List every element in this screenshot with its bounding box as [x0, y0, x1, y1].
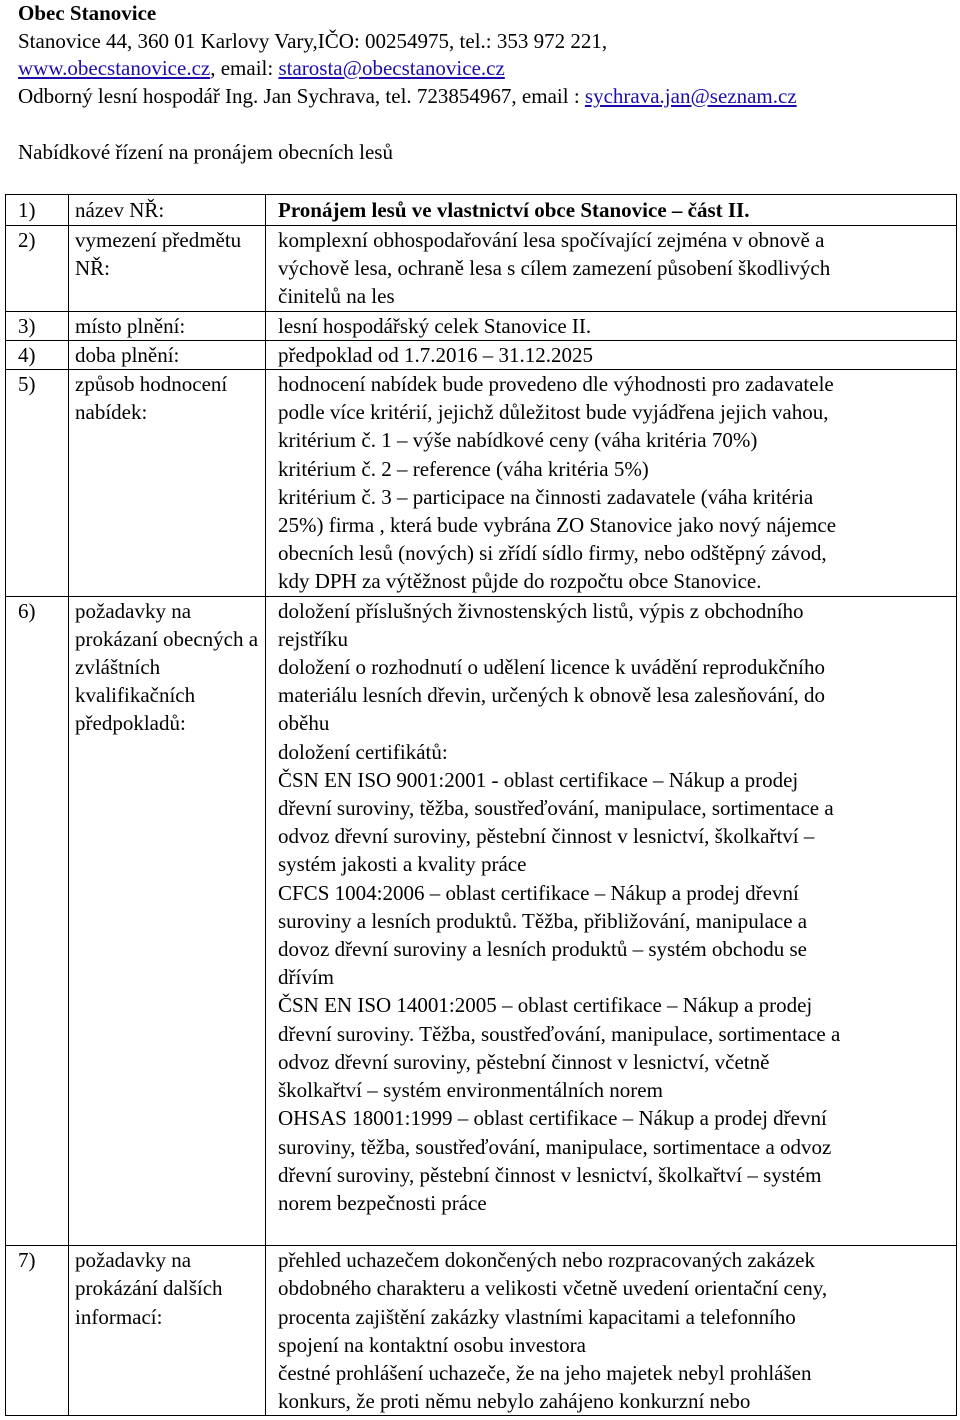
table-row [6, 195, 957, 226]
tender-title: Nabídkové řízení na pronájem obecních lesů [18, 140, 393, 164]
letterhead [18, 0, 948, 110]
row-label: vymezení předmětu NŘ: [69, 226, 266, 312]
table-row [6, 340, 957, 369]
row-value: komplexní obhospodařování lesa spočívající zejména v obnově a výchově lesa, ochraně lesa s cílem zamezení působení škodlivých činitelů na les [266, 226, 957, 312]
tender-table [5, 194, 957, 1416]
table-row [6, 370, 957, 597]
row-label: požadavky na prokázání dalších informací: [69, 1246, 266, 1416]
table-row [6, 1246, 957, 1416]
row-value: Pronájem lesů ve vlastnictví obce Stanovice – část II. [266, 195, 957, 226]
row-label: způsob hodnocení nabídek: [69, 370, 266, 597]
table-row [6, 596, 957, 1245]
forester-info: Odborný lesní hospodář Ing. Jan Sychrava, tel. 723854967, email : [18, 83, 585, 108]
forester-email-link[interactable]: sychrava.jan@seznam.cz [584, 83, 797, 108]
row-number: 2) [6, 226, 69, 312]
website-link[interactable]: www.obecstanovice.cz [18, 56, 211, 80]
row-number: 7) [6, 1246, 69, 1416]
row-number: 4) [6, 340, 69, 369]
row-number: 3) [6, 311, 69, 340]
email-label: , email: [210, 56, 279, 80]
org-name: Obec Stanovice [18, 1, 157, 25]
row-value: přehled uchazečem dokončených nebo rozpracovaných zakázek obdobného charakteru a velikosti včetně uvedení orientační ceny, procenta zajištění zakázky vlastními kapacitami a telefonního spojení na kontaktní osobu investora čestné prohlášení uchazeče, že na jeho majetek nebyl prohlášen konkurs, že proti němu nebylo zahájeno konkurzní nebo [266, 1246, 957, 1416]
row-number: 5) [6, 370, 69, 597]
row-value: doložení příslušných živnostenských listů, výpis z obchodního rejstříku doložení o rozhodnutí o udělení licence k uvádění reprodukčního materiálu lesních dřevin, určených k obnově lesa zalesňování, do oběhu doložení certifikátů: ČSN EN ISO 9001:2001 - oblast certifikace – Nákup a prodej dřevní suroviny, těžba, soustřeďování, manipulace, sortimentace a odvoz dřevní suroviny, pěstební činnost v lesnictví, školkařtví – systém jakosti a kvality práce CFCS 1004:2006 – oblast certifikace – Nákup a prodej dřevní suroviny a lesních produktů. Těžba, přibližování, manipulace a dovoz dřevní suroviny a lesních produktů – systém obchodu se dřívím ČSN EN ISO 14001:2005 – oblast certifikace – Nákup a prodej dřevní suroviny. Těžba, soustřeďování, manipulace, sortimentace a odvoz dřevní suroviny, pěstební činnost v lesnictví, včetně školkařtví – systém environmentálních norem OHSAS 18001:1999 – oblast certifikace – Nákup a prodej dřevní suroviny, těžba, soustřeďování, manipulace, sortimentace a odvoz dřevní suroviny, pěstební činnost v lesnictví, školkařtví – systém norem bezpečnosti práce [266, 596, 957, 1245]
row-value: předpoklad od 1.7.2016 – 31.12.2025 [266, 340, 957, 369]
row-label: místo plnění: [69, 311, 266, 340]
table-row [6, 311, 957, 340]
contact-line [18, 55, 948, 83]
row-value: lesní hospodářský celek Stanovice II. [266, 311, 957, 340]
row-label: doba plnění: [69, 340, 266, 369]
table-row [6, 226, 957, 312]
row-value: hodnocení nabídek bude provedeno dle výhodnosti pro zadavatele podle více kritérií, jejichž důležitost bude vyjádřena jejich vahou, kritérium č. 1 – výše nabídkové ceny (váha kritéria 70%) kritérium č. 2 – reference (váha kritéria 5%) kritérium č. 3 – participace na činnosti zadavatele (váha kritéria 25%) firma , která bude vybrána ZO Stanovice jako nový nájemce obecních lesů (nových) si zřídí sídlo firmy, nebo odštěpný závod, kdy DPH za výtěžnost půjde do rozpočtu obce Stanovice. [266, 370, 957, 597]
row-number: 6) [6, 596, 69, 1245]
email-link[interactable]: starosta@obecstanovice.cz [278, 56, 505, 80]
row-label: požadavky na prokázaní obecných a zvláštních kvalifikačních předpokladů: [69, 596, 266, 1245]
row-number: 1) [6, 195, 69, 226]
forester-line [18, 83, 948, 111]
row-label: název NŘ: [69, 195, 266, 226]
org-address: Stanovice 44, 360 01 Karlovy Vary,IČO: 00254975, tel.: 353 972 221, [18, 28, 608, 53]
